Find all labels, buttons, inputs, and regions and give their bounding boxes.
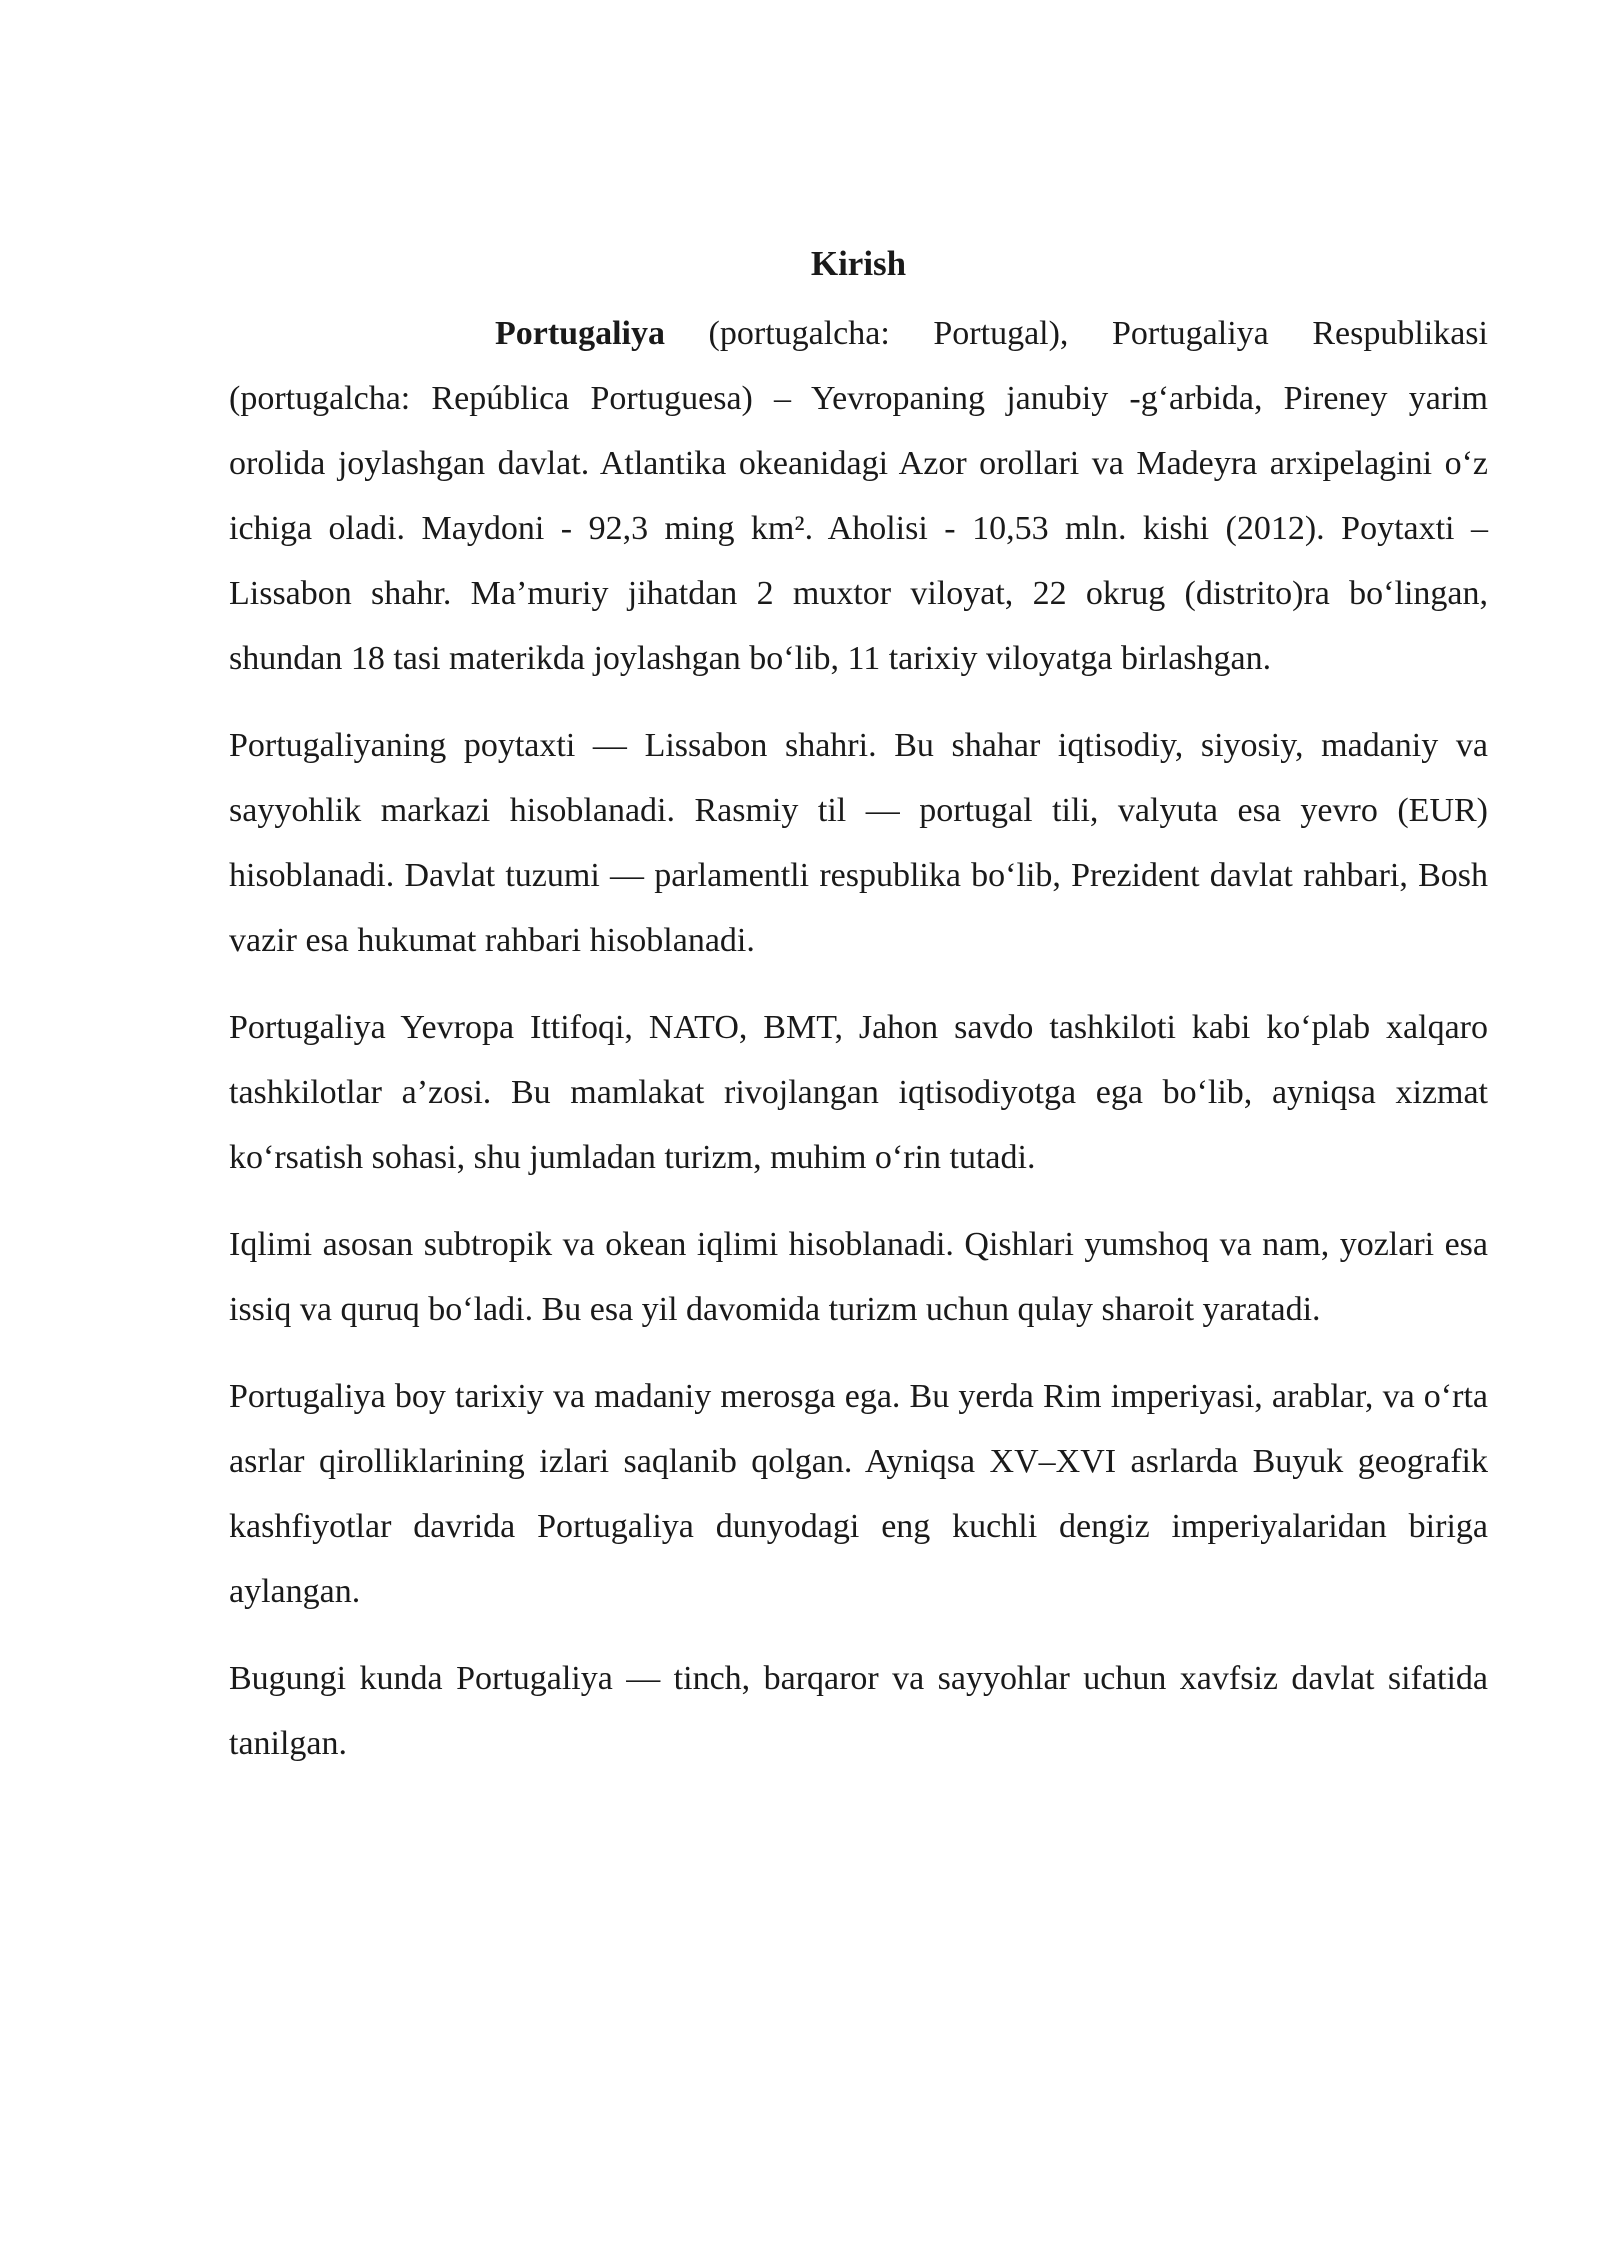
paragraph-climate: Iqlimi asosan subtropik va okean iqlimi hisoblanadi. Qishlari yumshoq va nam, yozlari esa issiq va quruq bo‘ladi. Bu esa yil davomida turizm uchun qulay sharoit yaratadi.: [229, 1226, 1488, 1328]
intro-bold-term: Portugaliya: [495, 315, 665, 352]
intro-text: (portugalcha: Portugal), Portugaliya Respublikasi (portugalcha: República Portuguesa) – Yevropaning janubiy -g‘arbida, Pireney yarim orolida joylashgan davlat. Atlantika okeanidagi Azor orollari va Madeyra arxipelagini o‘z ichiga oladi. Maydoni - 92,3 ming km². Aholisi - 10,53 mln. kishi (2012). Poytaxti – Lissabon shahr. Ma’muriy jihatdan 2 muxtor viloyat, 22 okrug (distrito)ra bo‘lingan, shundan 18 tasi materikda joylashgan bo‘lib, 11 tarixiy viloyatga birlashgan.: [229, 315, 1488, 677]
document-body: [229, 226, 1488, 1798]
paragraph-organizations: Portugaliya Yevropa Ittifoqi, NATO, BMT, Jahon savdo tashkiloti kabi ko‘plab xalqaro tashkilotlar a’zosi. Bu mamlakat rivojlangan iqtisodiyotga ega bo‘lib, ayniqsa xizmat ko‘rsatish sohasi, shu jumladan turizm, muhim o‘rin tutadi.: [229, 1009, 1488, 1176]
intro-paragraph: [229, 301, 1488, 691]
page-title: Kirish: [810, 244, 907, 283]
paragraph-today: Bugungi kunda Portugaliya — tinch, barqaror va sayyohlar uchun xavfsiz davlat sifatida tanilgan.: [229, 1660, 1488, 1762]
paragraph-history: Portugaliya boy tarixiy va madaniy merosga ega. Bu yerda Rim imperiyasi, arablar, va o‘rta asrlar qirolliklarining izlari saqlanib qolgan. Ayniqsa XV–XVI asrlarda Buyuk geografik kashfiyotlar davrida Portugaliya dunyodagi eng kuchli dengiz imperiyalaridan biriga aylangan.: [229, 1378, 1488, 1610]
paragraph-capital: Portugaliyaning poytaxti — Lissabon shahri. Bu shahar iqtisodiy, siyosiy, madaniy va sayyohlik markazi hisoblanadi. Rasmiy til — portugal tili, valyuta esa yevro (EUR) hisoblanadi. Davlat tuzumi — parlamentli respublika bo‘lib, Prezident davlat rahbari, Bosh vazir esa hukumat rahbari hisoblanadi.: [229, 727, 1488, 959]
